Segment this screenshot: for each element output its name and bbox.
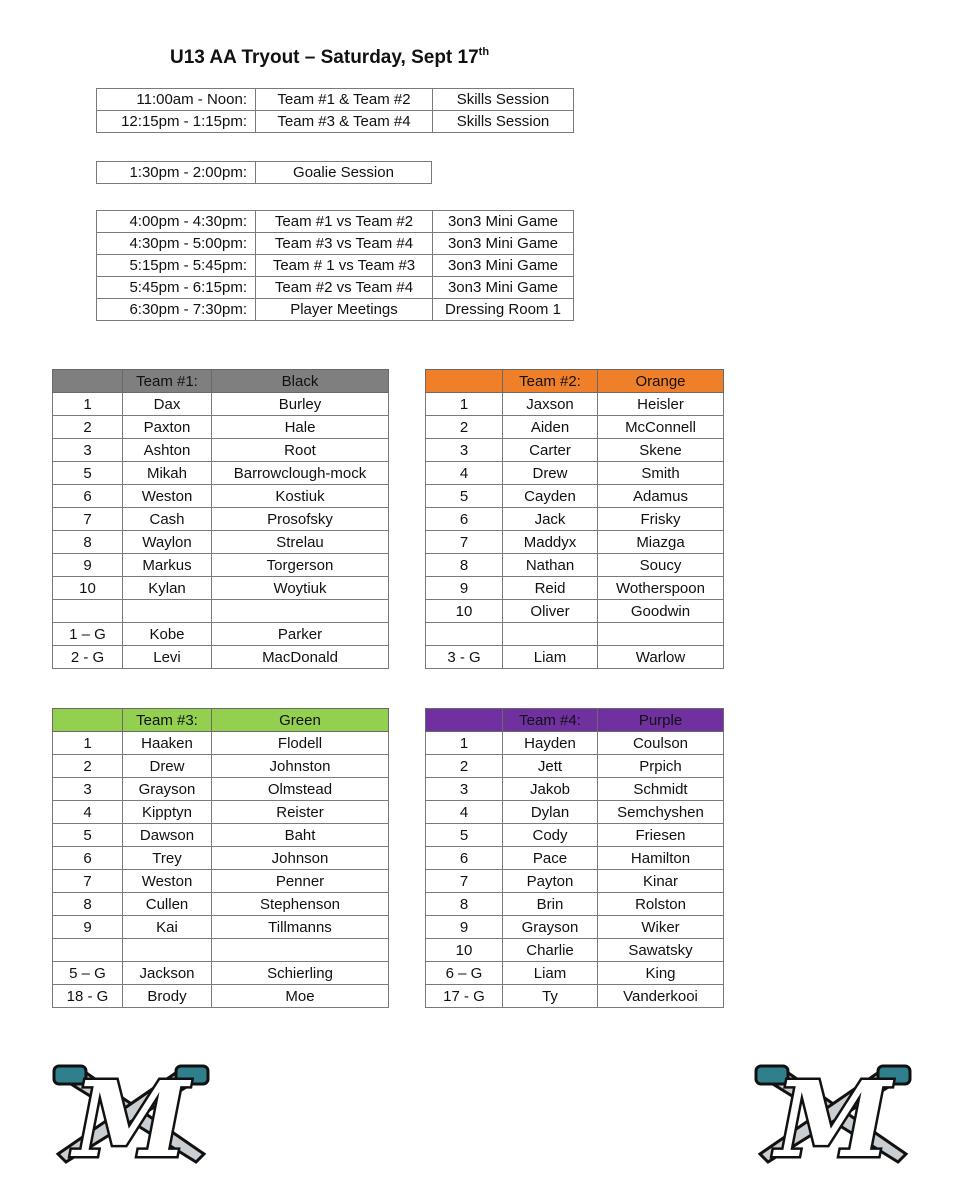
title-superscript: th xyxy=(478,46,490,58)
schedule-time: 5:15pm - 5:45pm: xyxy=(97,255,256,277)
schedule-row xyxy=(97,277,574,299)
player-first-name: Markus xyxy=(123,554,212,577)
team-label: Team #1: xyxy=(123,370,212,393)
player-last-name: Kostiuk xyxy=(212,485,389,508)
team-color-name: Purple xyxy=(598,709,724,732)
player-first-name: Kai xyxy=(123,916,212,939)
team-header-row xyxy=(426,709,724,732)
player-first-name: Jaxson xyxy=(503,393,598,416)
player-number: 9 xyxy=(426,916,503,939)
schedule-row xyxy=(97,111,574,133)
player-number: 7 xyxy=(426,531,503,554)
schedule-activity: 3on3 Mini Game xyxy=(433,233,574,255)
player-first-name: Nathan xyxy=(503,554,598,577)
game-schedule-table xyxy=(96,210,574,321)
player-number: 1 xyxy=(426,732,503,755)
player-row xyxy=(53,554,389,577)
player-row xyxy=(426,870,724,893)
player-first-name: Cullen xyxy=(123,893,212,916)
player-row xyxy=(53,508,389,531)
player-last-name: Prosofsky xyxy=(212,508,389,531)
schedule-activity: 3on3 Mini Game xyxy=(433,255,574,277)
player-first-name: Weston xyxy=(123,870,212,893)
player-number: 5 xyxy=(426,485,503,508)
schedule-time: 1:30pm - 2:00pm: xyxy=(97,162,256,184)
player-number: 3 xyxy=(426,778,503,801)
player-number: 6 xyxy=(53,847,123,870)
player-row xyxy=(426,623,724,646)
logo-letter: M xyxy=(73,1058,189,1170)
player-first-name xyxy=(123,600,212,623)
player-last-name: Kinar xyxy=(598,870,724,893)
player-number: 5 xyxy=(426,824,503,847)
player-first-name: Maddyx xyxy=(503,531,598,554)
player-first-name: Waylon xyxy=(123,531,212,554)
team-header-row xyxy=(426,370,724,393)
player-row xyxy=(53,962,389,985)
player-number: 8 xyxy=(53,893,123,916)
logo-letter: M xyxy=(775,1058,891,1170)
player-last-name: Barrowclough-mock xyxy=(212,462,389,485)
player-row xyxy=(426,416,724,439)
player-number: 6 – G xyxy=(426,962,503,985)
player-last-name: Penner xyxy=(212,870,389,893)
team-4-roster-table xyxy=(425,708,724,1008)
player-first-name: Charlie xyxy=(503,939,598,962)
player-row xyxy=(53,485,389,508)
player-last-name: McConnell xyxy=(598,416,724,439)
team-logo-right xyxy=(754,1058,912,1170)
player-row xyxy=(426,985,724,1008)
player-last-name: Strelau xyxy=(212,531,389,554)
player-number: 2 xyxy=(53,755,123,778)
player-row xyxy=(53,646,389,669)
player-number: 18 - G xyxy=(53,985,123,1008)
player-row xyxy=(426,554,724,577)
player-first-name: Payton xyxy=(503,870,598,893)
player-number: 4 xyxy=(426,801,503,824)
player-last-name: Root xyxy=(212,439,389,462)
team-label: Team #2: xyxy=(503,370,598,393)
player-row xyxy=(53,732,389,755)
schedule-activity: 3on3 Mini Game xyxy=(433,277,574,299)
player-last-name: Schierling xyxy=(212,962,389,985)
team-label: Team #4: xyxy=(503,709,598,732)
player-last-name: Moe xyxy=(212,985,389,1008)
player-first-name: Cash xyxy=(123,508,212,531)
player-first-name: Brin xyxy=(503,893,598,916)
player-row xyxy=(53,824,389,847)
player-last-name: Baht xyxy=(212,824,389,847)
schedule-teams: Team #3 & Team #4 xyxy=(256,111,433,133)
player-first-name: Ty xyxy=(503,985,598,1008)
player-last-name: Wiker xyxy=(598,916,724,939)
player-first-name: Levi xyxy=(123,646,212,669)
schedule-activity: 3on3 Mini Game xyxy=(433,211,574,233)
schedule-time: 4:30pm - 5:00pm: xyxy=(97,233,256,255)
player-last-name: Coulson xyxy=(598,732,724,755)
title-main: U13 AA Tryout – Saturday, Sept 17 xyxy=(170,47,479,68)
player-row xyxy=(53,870,389,893)
player-last-name: Skene xyxy=(598,439,724,462)
player-number: 2 xyxy=(426,416,503,439)
team-color-name: Green xyxy=(212,709,389,732)
player-last-name: Woytiuk xyxy=(212,577,389,600)
player-last-name: Miazga xyxy=(598,531,724,554)
schedule-time: 11:00am - Noon: xyxy=(97,89,256,111)
player-number: 7 xyxy=(426,870,503,893)
player-row xyxy=(53,577,389,600)
schedule-teams: Team #1 & Team #2 xyxy=(256,89,433,111)
player-last-name: Semchyshen xyxy=(598,801,724,824)
player-first-name: Oliver xyxy=(503,600,598,623)
player-row xyxy=(53,778,389,801)
player-number: 8 xyxy=(53,531,123,554)
player-row xyxy=(426,732,724,755)
player-first-name: Cayden xyxy=(503,485,598,508)
player-first-name: Kipptyn xyxy=(123,801,212,824)
team-label: Team #3: xyxy=(123,709,212,732)
player-row xyxy=(426,939,724,962)
player-row xyxy=(426,962,724,985)
player-number xyxy=(53,600,123,623)
schedule-row xyxy=(97,299,574,321)
player-row xyxy=(426,893,724,916)
schedule-row xyxy=(97,89,574,111)
player-row xyxy=(53,416,389,439)
player-last-name: Adamus xyxy=(598,485,724,508)
player-row xyxy=(53,801,389,824)
player-last-name: Olmstead xyxy=(212,778,389,801)
player-row xyxy=(426,646,724,669)
player-row xyxy=(426,508,724,531)
player-last-name: Parker xyxy=(212,623,389,646)
player-first-name: Dylan xyxy=(503,801,598,824)
player-number: 3 xyxy=(426,439,503,462)
schedule-row xyxy=(97,255,574,277)
player-row xyxy=(426,462,724,485)
player-number: 1 – G xyxy=(53,623,123,646)
player-number: 4 xyxy=(53,801,123,824)
player-row xyxy=(53,462,389,485)
player-number: 6 xyxy=(53,485,123,508)
player-first-name: Weston xyxy=(123,485,212,508)
team-logo-left xyxy=(52,1058,210,1170)
player-first-name: Liam xyxy=(503,646,598,669)
team-1-roster-table xyxy=(52,369,389,669)
schedule-teams: Team #2 vs Team #4 xyxy=(256,277,433,299)
team-3-roster-table xyxy=(52,708,389,1008)
schedule-time: 12:15pm - 1:15pm: xyxy=(97,111,256,133)
team-2-roster-table xyxy=(425,369,724,669)
player-row xyxy=(53,847,389,870)
player-last-name: Soucy xyxy=(598,554,724,577)
player-row xyxy=(426,439,724,462)
player-number: 6 xyxy=(426,508,503,531)
team-header-blank xyxy=(426,709,503,732)
player-first-name: Jakob xyxy=(503,778,598,801)
player-first-name: Drew xyxy=(503,462,598,485)
player-last-name: Stephenson xyxy=(212,893,389,916)
player-row xyxy=(53,893,389,916)
player-first-name: Mikah xyxy=(123,462,212,485)
player-number: 3 xyxy=(53,439,123,462)
player-row xyxy=(426,485,724,508)
player-number: 5 – G xyxy=(53,962,123,985)
schedule-time: 4:00pm - 4:30pm: xyxy=(97,211,256,233)
player-last-name: Hale xyxy=(212,416,389,439)
player-number: 5 xyxy=(53,824,123,847)
player-last-name xyxy=(212,600,389,623)
player-last-name: Prpich xyxy=(598,755,724,778)
player-last-name: Schmidt xyxy=(598,778,724,801)
player-number: 9 xyxy=(426,577,503,600)
player-first-name: Grayson xyxy=(503,916,598,939)
player-number: 1 xyxy=(426,393,503,416)
player-last-name: Smith xyxy=(598,462,724,485)
schedule-teams: Player Meetings xyxy=(256,299,433,321)
player-first-name: Haaken xyxy=(123,732,212,755)
team-header-row xyxy=(53,370,389,393)
player-row xyxy=(53,755,389,778)
player-row xyxy=(426,393,724,416)
player-number: 7 xyxy=(53,508,123,531)
schedule-row xyxy=(97,162,432,184)
player-row xyxy=(53,393,389,416)
player-number: 9 xyxy=(53,916,123,939)
player-first-name: Carter xyxy=(503,439,598,462)
team-header-row xyxy=(53,709,389,732)
player-number: 2 xyxy=(426,755,503,778)
schedule-row xyxy=(97,233,574,255)
player-first-name: Cody xyxy=(503,824,598,847)
player-last-name: King xyxy=(598,962,724,985)
player-row xyxy=(53,531,389,554)
player-number: 9 xyxy=(53,554,123,577)
player-first-name: Jackson xyxy=(123,962,212,985)
player-first-name: Reid xyxy=(503,577,598,600)
schedule-teams: Team #3 vs Team #4 xyxy=(256,233,433,255)
player-row xyxy=(53,939,389,962)
player-last-name: Heisler xyxy=(598,393,724,416)
player-last-name: Johnston xyxy=(212,755,389,778)
player-row xyxy=(426,847,724,870)
player-first-name: Kobe xyxy=(123,623,212,646)
team-header-blank xyxy=(426,370,503,393)
player-row xyxy=(53,623,389,646)
schedule-activity: Goalie Session xyxy=(256,162,432,184)
player-row xyxy=(426,531,724,554)
player-number xyxy=(53,939,123,962)
team-color-name: Orange xyxy=(598,370,724,393)
player-row xyxy=(426,600,724,623)
schedule-row xyxy=(97,211,574,233)
player-number: 10 xyxy=(426,600,503,623)
player-first-name: Trey xyxy=(123,847,212,870)
player-last-name: Johnson xyxy=(212,847,389,870)
player-first-name: Paxton xyxy=(123,416,212,439)
player-number: 2 - G xyxy=(53,646,123,669)
goalie-schedule-table xyxy=(96,161,432,184)
player-row xyxy=(426,778,724,801)
player-first-name: Jett xyxy=(503,755,598,778)
player-row xyxy=(426,916,724,939)
player-number: 1 xyxy=(53,393,123,416)
player-row xyxy=(53,916,389,939)
player-last-name: Sawatsky xyxy=(598,939,724,962)
player-number: 7 xyxy=(53,870,123,893)
player-last-name: Frisky xyxy=(598,508,724,531)
player-last-name: Burley xyxy=(212,393,389,416)
player-first-name: Brody xyxy=(123,985,212,1008)
player-last-name: Friesen xyxy=(598,824,724,847)
player-first-name: Ashton xyxy=(123,439,212,462)
schedule-time: 6:30pm - 7:30pm: xyxy=(97,299,256,321)
schedule-teams: Team #1 vs Team #2 xyxy=(256,211,433,233)
player-number: 4 xyxy=(426,462,503,485)
player-number: 3 - G xyxy=(426,646,503,669)
team-color-name: Black xyxy=(212,370,389,393)
player-number: 5 xyxy=(53,462,123,485)
player-last-name: Goodwin xyxy=(598,600,724,623)
player-row xyxy=(53,600,389,623)
player-first-name xyxy=(123,939,212,962)
player-row xyxy=(426,755,724,778)
player-last-name: Flodell xyxy=(212,732,389,755)
player-last-name: Warlow xyxy=(598,646,724,669)
player-last-name xyxy=(598,623,724,646)
player-number: 17 - G xyxy=(426,985,503,1008)
player-first-name: Dax xyxy=(123,393,212,416)
player-first-name: Pace xyxy=(503,847,598,870)
player-first-name: Kylan xyxy=(123,577,212,600)
team-header-blank xyxy=(53,370,123,393)
player-row xyxy=(426,577,724,600)
player-row xyxy=(426,801,724,824)
player-last-name: Rolston xyxy=(598,893,724,916)
player-first-name: Drew xyxy=(123,755,212,778)
skills-schedule-table xyxy=(96,88,574,133)
player-first-name: Hayden xyxy=(503,732,598,755)
player-row xyxy=(53,985,389,1008)
schedule-activity: Dressing Room 1 xyxy=(433,299,574,321)
player-last-name xyxy=(212,939,389,962)
player-number: 3 xyxy=(53,778,123,801)
player-number: 8 xyxy=(426,554,503,577)
player-first-name: Jack xyxy=(503,508,598,531)
player-number: 1 xyxy=(53,732,123,755)
player-number: 10 xyxy=(53,577,123,600)
player-first-name: Dawson xyxy=(123,824,212,847)
player-first-name: Aiden xyxy=(503,416,598,439)
player-number: 6 xyxy=(426,847,503,870)
schedule-activity: Skills Session xyxy=(433,111,574,133)
player-number: 2 xyxy=(53,416,123,439)
player-number: 10 xyxy=(426,939,503,962)
schedule-teams: Team # 1 vs Team #3 xyxy=(256,255,433,277)
page-title xyxy=(170,46,489,69)
player-last-name: Hamilton xyxy=(598,847,724,870)
schedule-time: 5:45pm - 6:15pm: xyxy=(97,277,256,299)
player-last-name: Torgerson xyxy=(212,554,389,577)
player-last-name: Tillmanns xyxy=(212,916,389,939)
player-first-name: Grayson xyxy=(123,778,212,801)
player-last-name: Wotherspoon xyxy=(598,577,724,600)
team-header-blank xyxy=(53,709,123,732)
player-last-name: Reister xyxy=(212,801,389,824)
player-first-name: Liam xyxy=(503,962,598,985)
player-first-name xyxy=(503,623,598,646)
player-last-name: Vanderkooi xyxy=(598,985,724,1008)
player-number xyxy=(426,623,503,646)
player-number: 8 xyxy=(426,893,503,916)
schedule-activity: Skills Session xyxy=(433,89,574,111)
player-row xyxy=(53,439,389,462)
player-row xyxy=(426,824,724,847)
player-last-name: MacDonald xyxy=(212,646,389,669)
